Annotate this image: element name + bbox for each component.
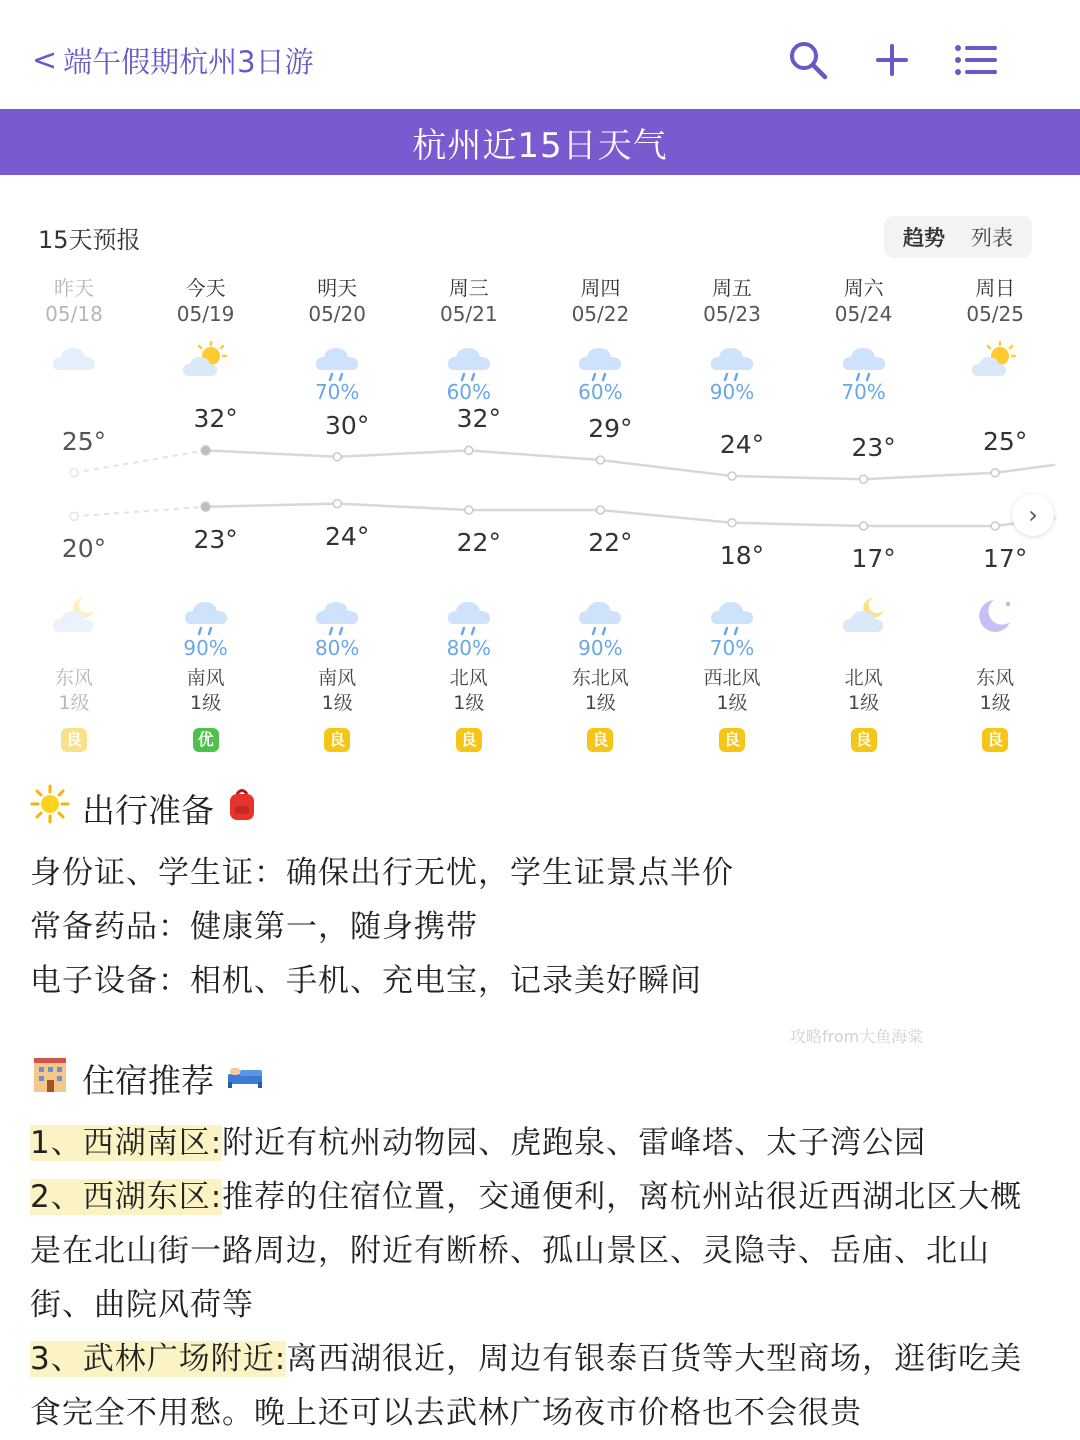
- wind-level: 1级: [716, 692, 748, 714]
- chevron-right-icon: ›: [1028, 501, 1038, 529]
- low-temp-label: 23°: [193, 524, 238, 554]
- day-date: 05/20: [308, 302, 366, 326]
- back-button[interactable]: [32, 40, 314, 81]
- high-temp-label: 23°: [851, 433, 896, 463]
- bed-icon: [226, 1059, 264, 1098]
- wind-direction: 南风: [186, 667, 225, 689]
- list-icon[interactable]: [952, 36, 1000, 84]
- day-date: 05/25: [966, 302, 1024, 326]
- day-column[interactable]: [940, 176, 1050, 766]
- plus-icon[interactable]: [868, 36, 916, 84]
- high-temp-label: 29°: [588, 414, 633, 443]
- wind-info: [545, 666, 655, 716]
- wind-level: 1级: [190, 692, 222, 714]
- day-rain-chance: 70%: [841, 380, 886, 404]
- day-name: 周日: [975, 276, 1016, 300]
- day-name: 昨天: [54, 276, 94, 300]
- day-date: 05/21: [439, 302, 498, 326]
- day-date: 05/23: [703, 302, 761, 326]
- stay-title-row: [30, 1054, 1070, 1102]
- wind-level: 1级: [58, 692, 90, 714]
- night-rain-chance: 90%: [183, 636, 228, 660]
- search-icon[interactable]: [784, 36, 832, 84]
- low-temp-label: 24°: [325, 521, 370, 551]
- toggle-list[interactable]: 列表: [971, 226, 1013, 250]
- day-rain-chance: 60%: [578, 380, 623, 404]
- day-column[interactable]: [414, 176, 524, 766]
- day-name: 今天: [185, 276, 226, 300]
- rain-icon: [181, 594, 231, 640]
- aqi-badge: 良: [851, 728, 877, 752]
- wind-direction: 北风: [449, 667, 488, 689]
- wind-level: 1级: [321, 692, 353, 714]
- aqi-badge: 良: [587, 728, 613, 752]
- day-column[interactable]: [809, 176, 919, 766]
- back-title: 端午假期杭州3日游: [63, 45, 314, 79]
- wind-info: [809, 666, 919, 716]
- top-actions: [784, 36, 1000, 84]
- wind-direction: 北风: [844, 667, 883, 689]
- prep-title-row: [30, 784, 1070, 832]
- day-name: 周六: [843, 276, 884, 300]
- high-temp-label: 32°: [456, 404, 501, 434]
- stay-item: [30, 1332, 1070, 1386]
- day-name: 周三: [448, 276, 489, 300]
- night-rain-chance: 80%: [446, 636, 492, 660]
- wind-direction: 西北风: [703, 667, 761, 689]
- rain-icon: [312, 594, 362, 640]
- high-temp-label: 25°: [61, 426, 107, 456]
- aqi-badge: 良: [456, 728, 482, 752]
- day-column[interactable]: [19, 176, 129, 766]
- back-chevron-icon: <: [32, 43, 58, 78]
- weather-banner: 杭州近15日天气: [0, 109, 1080, 175]
- rain-icon: [707, 594, 757, 640]
- moon-cloud-icon: [839, 594, 889, 640]
- backpack-icon: [226, 786, 258, 830]
- cloud-icon: [49, 340, 99, 386]
- day-rain-chance: 60%: [446, 380, 492, 404]
- prep-line: 身份证、学生证：确保出行无忧，学生证景点半价: [30, 855, 734, 891]
- stay-item-cont: 是在北山街一路周边，附近有断桥、孤山景区、灵隐寺、岳庙、北山: [30, 1233, 990, 1269]
- low-temp-label: 22°: [588, 528, 633, 557]
- aqi-badge: 良: [324, 728, 350, 752]
- prep-section: [30, 784, 1070, 1008]
- stay-title: 住宿推荐: [82, 1060, 214, 1100]
- stay-item: [30, 1116, 1070, 1170]
- wind-direction: 东风: [54, 667, 93, 689]
- day-date: 05/18: [45, 302, 103, 326]
- low-temp-label: 18°: [719, 540, 765, 570]
- stay-item-head: 1、西湖南区:: [30, 1125, 223, 1161]
- stay-item-cont: 食完全不用愁。晚上还可以去武林广场夜市价格也不会很贵: [30, 1395, 862, 1431]
- sun-icon: [30, 784, 70, 832]
- wind-direction: 东北风: [571, 667, 629, 689]
- wind-info: [940, 666, 1050, 716]
- day-name: 周四: [580, 276, 621, 300]
- low-temp-label: 20°: [61, 534, 107, 564]
- stay-item: [30, 1170, 1070, 1224]
- day-name: 明天: [317, 276, 358, 300]
- high-temp-label: 32°: [193, 404, 238, 434]
- day-column[interactable]: [282, 176, 392, 766]
- night-rain-chance: 90%: [578, 636, 623, 660]
- day-date: 05/22: [571, 302, 630, 326]
- wind-level: 1级: [584, 692, 616, 714]
- day-date: 05/19: [176, 302, 235, 326]
- high-temp-label: 25°: [983, 426, 1028, 456]
- low-temp-label: 17°: [983, 544, 1028, 573]
- night-rain-chance: 80%: [314, 636, 360, 660]
- toggle-trend[interactable]: 趋势: [903, 226, 945, 250]
- wind-info: [677, 666, 787, 716]
- stay-item-cont: 街、曲院风荷等: [30, 1287, 254, 1323]
- night-rain-chance: 70%: [709, 636, 755, 660]
- moon-icon: [970, 594, 1020, 640]
- day-column[interactable]: [151, 176, 261, 766]
- stay-section: [30, 1054, 1070, 1440]
- sun-cloud-icon: [181, 340, 231, 386]
- stay-list: [30, 1116, 1070, 1440]
- prep-title: 出行准备: [82, 790, 214, 830]
- forecast-title: 15天预报: [38, 226, 141, 254]
- day-rain-chance: 70%: [314, 380, 360, 404]
- wind-direction: 南风: [318, 667, 357, 689]
- weather-widget: [0, 176, 1080, 766]
- aqi-badge: 优: [193, 728, 219, 752]
- day-name: 周五: [712, 276, 752, 300]
- prep-line: 常备药品：健康第一，随身携带: [30, 909, 478, 945]
- day-column[interactable]: [677, 176, 787, 766]
- top-bar: [0, 0, 1080, 108]
- day-column[interactable]: [545, 176, 655, 766]
- wind-level: 1级: [848, 692, 880, 714]
- stay-item-body: 推荐的住宿位置，交通便利，离杭州站很近西湖北区大概: [222, 1179, 1023, 1215]
- day-date: 05/24: [834, 302, 893, 326]
- wind-info: [19, 666, 129, 716]
- stay-item-head: 3、武林广场附近:: [30, 1341, 287, 1377]
- watermark: 攻略from大鱼海棠: [790, 1027, 924, 1046]
- wind-info: [414, 666, 524, 716]
- low-temp-label: 17°: [851, 544, 896, 573]
- stay-item-head: 2、西湖东区:: [30, 1179, 223, 1215]
- wind-info: [282, 666, 392, 716]
- moon-cloud-icon: [49, 594, 99, 640]
- rain-icon: [444, 594, 494, 640]
- hotel-icon: [30, 1054, 70, 1102]
- high-temp-label: 24°: [719, 430, 765, 459]
- stay-item-body: 附近有杭州动物园、虎跑泉、雷峰塔、太子湾公园: [222, 1125, 927, 1161]
- prep-line: 电子设备：相机、手机、充电宝，记录美好瞬间: [30, 963, 702, 999]
- low-temp-label: 22°: [456, 528, 501, 557]
- stay-item-body: 离西湖很近，周边有银泰百货等大型商场，逛街吃美: [286, 1341, 1023, 1377]
- prep-list: [30, 846, 1070, 1008]
- aqi-badge: 良: [982, 728, 1008, 752]
- aqi-badge: 良: [719, 728, 745, 752]
- wind-direction: 东风: [976, 667, 1015, 689]
- aqi-badge: 良: [61, 728, 87, 752]
- sun-cloud-icon: [970, 340, 1020, 386]
- rain-icon: [575, 594, 625, 640]
- high-temp-label: 30°: [325, 410, 370, 440]
- wind-level: 1级: [453, 692, 485, 714]
- wind-level: 1级: [979, 692, 1011, 714]
- wind-info: [151, 666, 261, 716]
- day-rain-chance: 90%: [709, 380, 755, 404]
